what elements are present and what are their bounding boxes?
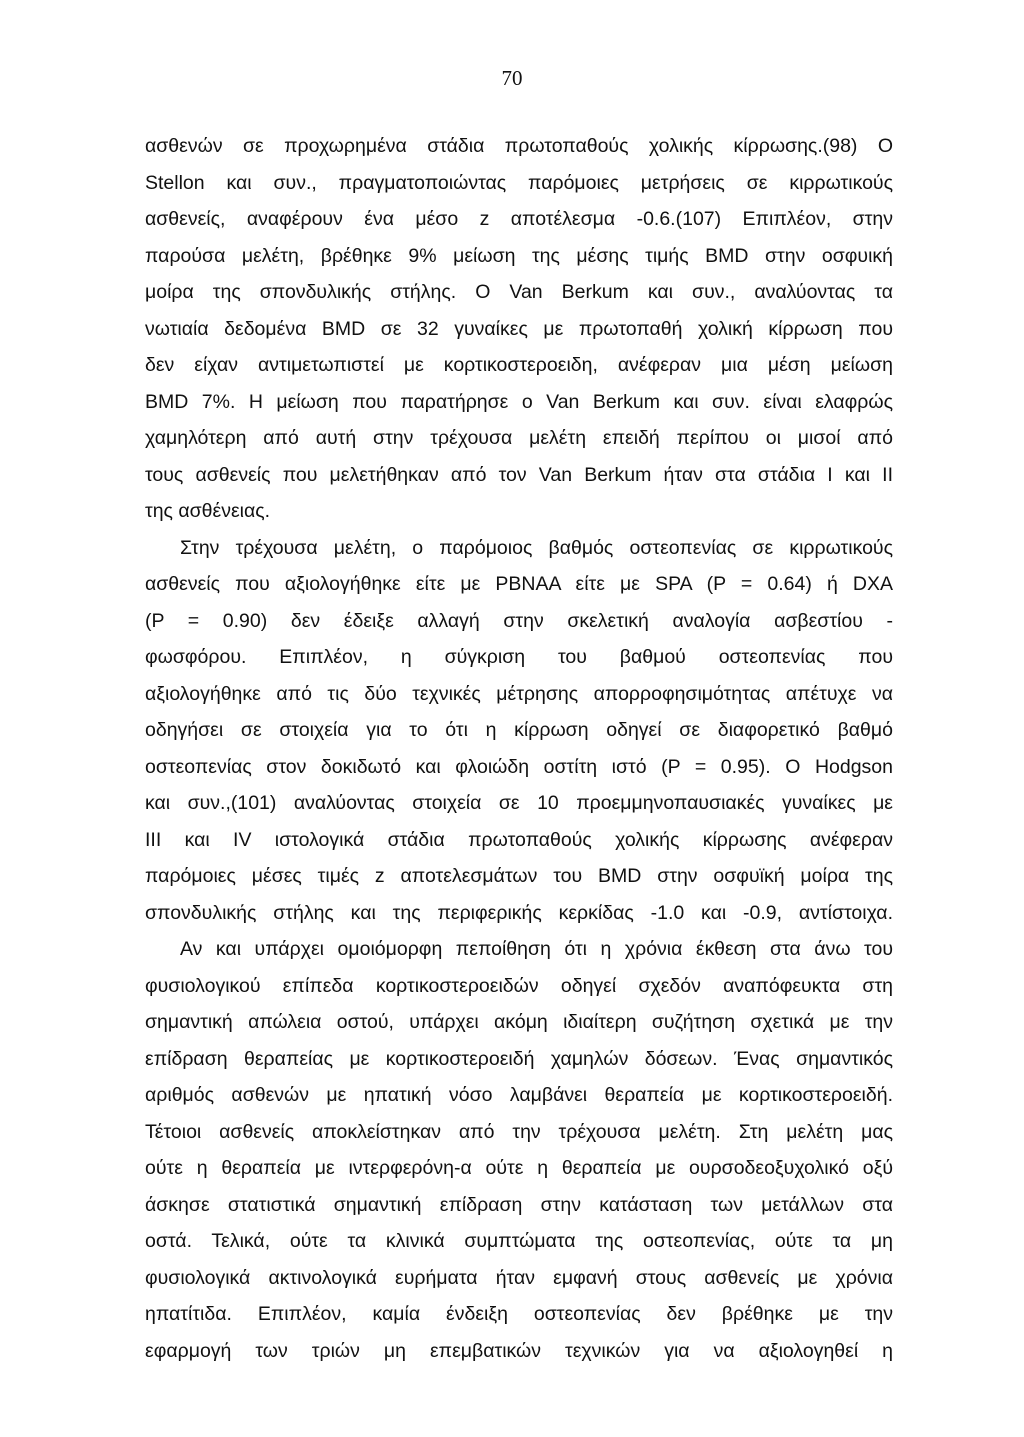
text-line: φυσιολογικού επίπεδα κορτικοστεροειδών οδηγεί σχεδόν αναπόφευκτα στη [145,974,893,997]
text-line: αριθμός ασθενών με ηπατική νόσο λαμβάνει θεραπεία με κορτικοστεροειδή. [145,1084,893,1106]
page-number: 70 [501,66,523,90]
text-line: ούτε η θεραπεία με ιντερφερόνη-α ούτε η θεραπεία με ουρσοδεοξυχολικό οξύ [145,1157,893,1179]
text-line: φωσφόρου. Επιπλέον, η σύγκριση του βαθμού οστεοπενίας που [145,646,893,668]
text-line: σημαντική απώλεια οστού, υπάρχει ακόμη ιδιαίτερη συζήτηση σχετικά με την [145,1011,893,1033]
text-line: οδηγήσει σε στοιχεία για το ότι η κίρρωση οδηγεί σε διαφορετικό βαθμό [145,719,893,741]
text-line: χαμηλότερη από αυτή στην τρέχουσα μελέτη επειδή περίπου οι μισοί από [145,427,893,449]
text-line: ασθενών σε προχωρημένα στάδια πρωτοπαθούς χολικής κίρρωσης.(98) Ο [145,135,893,157]
text-line: αξιολογήθηκε από τις δύο τεχνικές μέτρησης απορροφησιμότητας απέτυχε να [145,682,893,705]
text-line: και συν.,(101) αναλύοντας στοιχεία σε 10 προεμμηνοπαυσιακές γυναίκες με [145,792,893,814]
text-line: ηπατίτιδα. Επιπλέον, καμία ένδειξη οστεοπενίας δεν βρέθηκε με την [145,1303,893,1325]
text-line: της ασθένειας. [145,500,271,522]
text-line: τους ασθενείς που μελετήθηκαν από τον Van Berkum ήταν στα στάδια I και II [145,463,893,486]
text-line: ασθενείς που αξιολογήθηκε είτε με PBNAA είτε με SPA (P = 0.64) ή DXA [145,573,893,595]
body-text [145,128,893,1369]
text-line: παρούσα μελέτη, βρέθηκε 9% μείωση της μέσης τιμής BMD στην οσφυική [145,244,893,267]
text-line: Stellon και συν., πραγματοποιώντας παρόμοιες μετρήσεις σε κιρρωτικούς [145,171,893,194]
text-line: οστεοπενίας στον δοκιδωτό και φλοιώδη οστίτη ιστό (P = 0.95). Ο Hodgson [145,755,893,778]
text-line: μοίρα της σπονδυλικής στήλης. Ο Van Berkum και συν., αναλύοντας τα [145,281,893,303]
text-line: BMD 7%. Η μείωση που παρατήρησε ο Van Berkum και συν. είναι ελαφρώς [145,390,893,413]
text-line: ασθενείς, αναφέρουν ένα μέσο z αποτέλεσμα -0.6.(107) Επιπλέον, στην [145,208,893,230]
text-line: επίδραση θεραπείας με κορτικοστεροειδή χαμηλών δόσεων. Ένας σημαντικός [145,1047,893,1070]
text-line: (P = 0.90) δεν έδειξε αλλαγή στην σκελετική αναλογία ασβεστίου - [145,609,893,632]
text-line: άσκησε στατιστικά σημαντική επίδραση στην κατάσταση των μετάλλων στα [145,1193,893,1216]
text-line: φυσιολογικά ακτινολογικά ευρήματα ήταν εμφανή στους ασθενείς με χρόνια [145,1266,893,1289]
text-line: Τέτοιοι ασθενείς αποκλείστηκαν από την τρέχουσα μελέτη. Στη μελέτη μας [145,1120,893,1143]
text-line: οστά. Τελικά, ούτε τα κλινικά συμπτώματα της οστεοπενίας, ούτε τα μη [145,1230,893,1252]
text-line: σπονδυλικής στήλης και της περιφερικής κερκίδας -1.0 και -0.9, αντίστοιχα. [145,901,893,924]
text-line: νωτιαία δεδομένα BMD σε 32 γυναίκες με πρωτοπαθή χολική κίρρωση που [145,317,893,340]
text-line: δεν είχαν αντιμετωπιστεί με κορτικοστεροειδη, ανέφεραν μια μέση μείωση [145,354,893,376]
text-line: III και IV ιστολογικά στάδια πρωτοπαθούς χολικής κίρρωσης ανέφεραν [145,828,893,851]
text-line: παρόμοιες μέσες τιμές z αποτελεσμάτων του BMD στην οσφυϊκή μοίρα της [145,865,893,887]
paragraph-first-line: Αν και υπάρχει ομοιόμορφη πεποίθηση ότι η χρόνια έκθεση στα άνω του [180,938,893,960]
text-line: εφαρμογή των τριών μη επεμβατικών τεχνικών για να αξιολογηθεί η [145,1339,893,1362]
paragraph-first-line: Στην τρέχουσα μελέτη, ο παρόμοιος βαθμός οστεοπενίας σε κιρρωτικούς [180,536,893,559]
